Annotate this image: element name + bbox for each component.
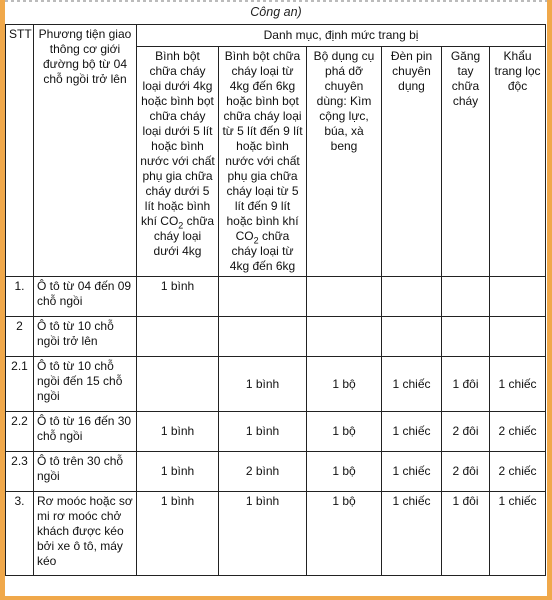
table-row <box>6 357 546 412</box>
header-col-mask: Khẩu trang lọc độc <box>490 47 546 277</box>
cell-c4: 1 chiếc <box>382 357 442 412</box>
cell-c2 <box>219 317 307 357</box>
header-col-flashlight: Đèn pin chuyên dụng <box>382 47 442 277</box>
top-dashed-line <box>5 0 547 2</box>
cell-c3: 1 bộ <box>307 492 382 576</box>
equipment-table <box>5 24 546 576</box>
cell-c2: 1 bình <box>219 357 307 412</box>
table-row <box>6 412 546 452</box>
cell-c2: 1 bình <box>219 492 307 576</box>
cell-c5 <box>442 277 490 317</box>
table-row <box>6 317 546 357</box>
table-caption: Công an) <box>250 5 302 19</box>
table-row <box>6 492 546 576</box>
cell-c1 <box>137 317 219 357</box>
orange-frame-right <box>547 0 552 600</box>
cell-c6 <box>490 277 546 317</box>
row-stt: 2 <box>6 317 34 357</box>
cell-c6: 2 chiếc <box>490 452 546 492</box>
cell-c3 <box>307 317 382 357</box>
cell-c1: 1 bình <box>137 452 219 492</box>
cell-c3: 1 bộ <box>307 452 382 492</box>
cell-c5 <box>442 317 490 357</box>
cell-c4 <box>382 317 442 357</box>
cell-c4 <box>382 277 442 317</box>
cell-c5: 1 đôi <box>442 492 490 576</box>
cell-c6: 1 chiếc <box>490 492 546 576</box>
cell-c5: 2 đôi <box>442 412 490 452</box>
cell-c2: 2 bình <box>219 452 307 492</box>
cell-c3 <box>307 277 382 317</box>
cell-c3: 1 bộ <box>307 357 382 412</box>
cell-c1 <box>137 357 219 412</box>
cell-c1: 1 bình <box>137 412 219 452</box>
cell-c2: 1 bình <box>219 412 307 452</box>
cell-c5: 1 đôi <box>442 357 490 412</box>
orange-frame-bottom <box>0 596 552 600</box>
table-row <box>6 452 546 492</box>
cell-c6 <box>490 317 546 357</box>
cell-c2 <box>219 277 307 317</box>
row-stt: 1. <box>6 277 34 317</box>
header-col-demolition-tools: Bộ dụng cụ phá dỡ chuyên dùng: Kìm cộng lực, búa, xà beng <box>307 47 382 277</box>
header-stt: STT <box>6 25 34 277</box>
cell-c5: 2 đôi <box>442 452 490 492</box>
header-col-medium-extinguisher: Bình bột chữa cháy loại từ 4kg đến 6kg hoặc bình bọt chữa cháy loại từ 5 lít đến 9 lít hoặc bình nước với chất phụ gia chữa cháy loại từ 5 lít đến 9 lít hoặc bình khí $CO_2$ chữa cháy loại từ 4kg đến 6kg <box>219 47 307 277</box>
header-group: Danh mục, định mức trang bị <box>137 25 546 47</box>
cell-c1: 1 bình <box>137 492 219 576</box>
table-row <box>6 277 546 317</box>
cell-c4: 1 chiếc <box>382 412 442 452</box>
row-vehicle: Ô tô từ 10 chỗ ngồi trở lên <box>34 317 137 357</box>
row-vehicle: Ô tô từ 04 đến 09 chỗ ngồi <box>34 277 137 317</box>
header-col-small-extinguisher: Bình bột chữa cháy loại dưới 4kg hoặc bình bọt chữa cháy loại dưới 5 lít hoặc bình nước với chất phụ gia chữa cháy dưới 5 lít hoặc bình khí $CO_2$ chữa cháy loại dưới 4kg <box>137 47 219 277</box>
row-vehicle: Ô tô trên 30 chỗ ngồi <box>34 452 137 492</box>
cell-c4: 1 chiếc <box>382 452 442 492</box>
row-stt: 2.3 <box>6 452 34 492</box>
row-stt: 2.2 <box>6 412 34 452</box>
row-vehicle: Rơ moóc hoặc sơ mi rơ moóc chở khách được kéo bởi xe ô tô, máy kéo <box>34 492 137 576</box>
cell-c4: 1 chiếc <box>382 492 442 576</box>
header-col-gloves: Găng tay chữa cháy <box>442 47 490 277</box>
cell-c6: 2 chiếc <box>490 412 546 452</box>
row-stt: 3. <box>6 492 34 576</box>
row-vehicle: Ô tô từ 16 đến 30 chỗ ngồi <box>34 412 137 452</box>
row-vehicle: Ô tô từ 10 chỗ ngồi đến 15 chỗ ngồi <box>34 357 137 412</box>
cell-c6: 1 chiếc <box>490 357 546 412</box>
row-stt: 2.1 <box>6 357 34 412</box>
cell-c1: 1 bình <box>137 277 219 317</box>
header-vehicle: Phương tiện giao thông cơ giới đường bộ từ 04 chỗ ngồi trở lên <box>34 25 137 277</box>
cell-c3: 1 bộ <box>307 412 382 452</box>
